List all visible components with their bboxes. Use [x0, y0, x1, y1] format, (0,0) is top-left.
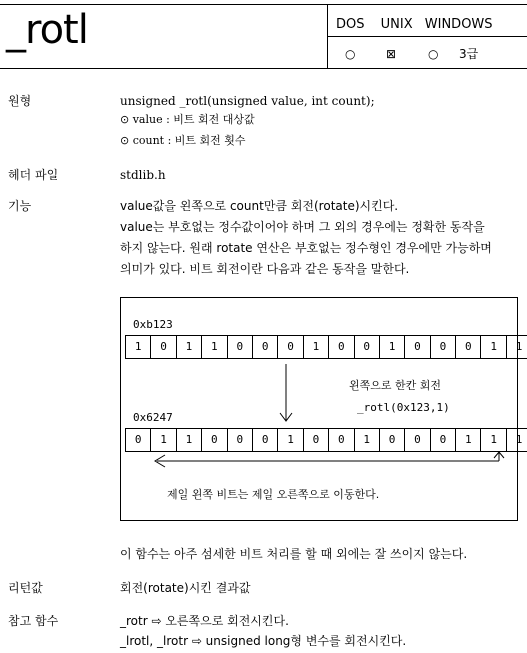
bit-cell: 1: [355, 429, 380, 451]
bit-cell: 0: [355, 336, 380, 358]
header-os-rule: [327, 36, 527, 37]
func-line-4: 의미가 있다. 비트 회전이란 다음과 같은 동작을 말한다.: [120, 262, 410, 276]
bit-cell: 0: [228, 336, 253, 358]
bit-cell: 1: [481, 336, 506, 358]
bit-cell: 1: [515, 433, 523, 446]
header-file: stdlib.h: [120, 168, 166, 182]
bullet-icon: ⊙: [120, 113, 133, 126]
bit-cell: 1: [515, 340, 523, 353]
after-value-label: 0x6247: [133, 411, 173, 424]
bit-cell: 0: [202, 429, 227, 451]
bit-cell: 0: [253, 336, 278, 358]
bit-cell: 1: [126, 336, 151, 358]
os-label-dos: DOS: [336, 17, 365, 32]
bit-cell: 0: [329, 429, 354, 451]
bit-cell: 0: [380, 429, 405, 451]
os-label-unix: UNIX: [380, 17, 413, 32]
down-arrow-icon: [279, 364, 293, 426]
reference-label: 참고 함수: [8, 614, 59, 628]
bit-rotation-diagram: [120, 297, 523, 521]
bit-cell: 0: [228, 429, 253, 451]
rotation-caption: 왼쪽으로 한칸 회전: [349, 379, 442, 392]
unix-boxed-x-icon: ⊠: [386, 47, 397, 61]
return-value: 회전(rotate)시킨 결과값: [120, 581, 251, 595]
bit-cell: 1: [304, 336, 329, 358]
param-count-text: count : 비트 회전 횟수: [132, 134, 246, 147]
windows-circle-icon: ○: [428, 47, 439, 61]
bit-cell: 1: [380, 336, 405, 358]
param-count: [120, 131, 246, 150]
after-bit-row: [125, 428, 527, 452]
header-file-label: 헤더 파일: [8, 168, 59, 182]
before-value-label: 0xb123: [133, 318, 173, 331]
param-value-text: value : 비트 회전 대상값: [132, 113, 255, 126]
reference-rotr: _rotr ⇨ 오른쪽으로 회전시킨다.: [120, 614, 289, 628]
wrap-caption: 제일 왼쪽 비트는 제일 오른쪽으로 이동한다.: [167, 488, 380, 501]
bit-cell: 0: [126, 429, 151, 451]
bit-cell: 0: [431, 429, 456, 451]
prototype-label: 원형: [8, 94, 32, 108]
before-bit-row: [125, 335, 527, 359]
bit-cell: 1: [456, 429, 481, 451]
dos-circle-icon: ○: [345, 47, 356, 61]
header-bottom-rule: [0, 68, 527, 69]
bit-cell: 1: [481, 429, 506, 451]
bit-cell: 1: [177, 336, 202, 358]
return-label: 리턴값: [8, 581, 43, 595]
bit-cell: 1: [202, 336, 227, 358]
grade-label: 3급: [459, 47, 479, 61]
bit-cell: 1: [151, 429, 176, 451]
bit-cell: 0: [405, 429, 430, 451]
reference-lrotl: _lrotl, _lrotr ⇨ unsigned long형 변수를 회전시킨다.: [120, 634, 407, 648]
bit-cell: 0: [431, 336, 456, 358]
func-line-1: value값을 왼쪽으로 count만큼 회전(rotate)시킨다.: [120, 199, 399, 213]
bit-cell: 0: [304, 429, 329, 451]
os-compat-row: [336, 17, 493, 32]
wrap-arrow-icon: [151, 452, 507, 468]
bit-cell: 0: [278, 336, 303, 358]
param-value: [120, 110, 255, 129]
header-top-rule: [0, 4, 527, 5]
bit-cell: 0: [456, 336, 481, 358]
page-title: _rotl: [6, 7, 88, 53]
bit-cell: 1: [177, 429, 202, 451]
bit-cell: 1: [278, 429, 303, 451]
bit-cell: 0: [405, 336, 430, 358]
prototype-line: unsigned _rotl(unsigned value, int count);: [120, 94, 375, 108]
bit-cell: 0: [253, 429, 278, 451]
usage-note: 이 함수는 아주 섬세한 비트 처리를 할 때 외에는 잘 쓰이지 않는다.: [120, 547, 468, 561]
func-line-2: value는 부호없는 정수값이어야 하며 그 외의 경우에는 정확한 동작을: [120, 220, 485, 234]
func-line-3: 하지 않는다. 원래 rotate 연산은 부호없는 정수형인 경우에만 가능하며: [120, 241, 492, 255]
bullet-icon: ⊙: [120, 134, 133, 147]
os-label-windows: WINDOWS: [424, 17, 493, 32]
bit-cell: 0: [329, 336, 354, 358]
rotation-call: _rotl(0x123,1): [357, 401, 450, 414]
function-label: 기능: [8, 199, 32, 213]
bit-cell: 0: [151, 336, 176, 358]
